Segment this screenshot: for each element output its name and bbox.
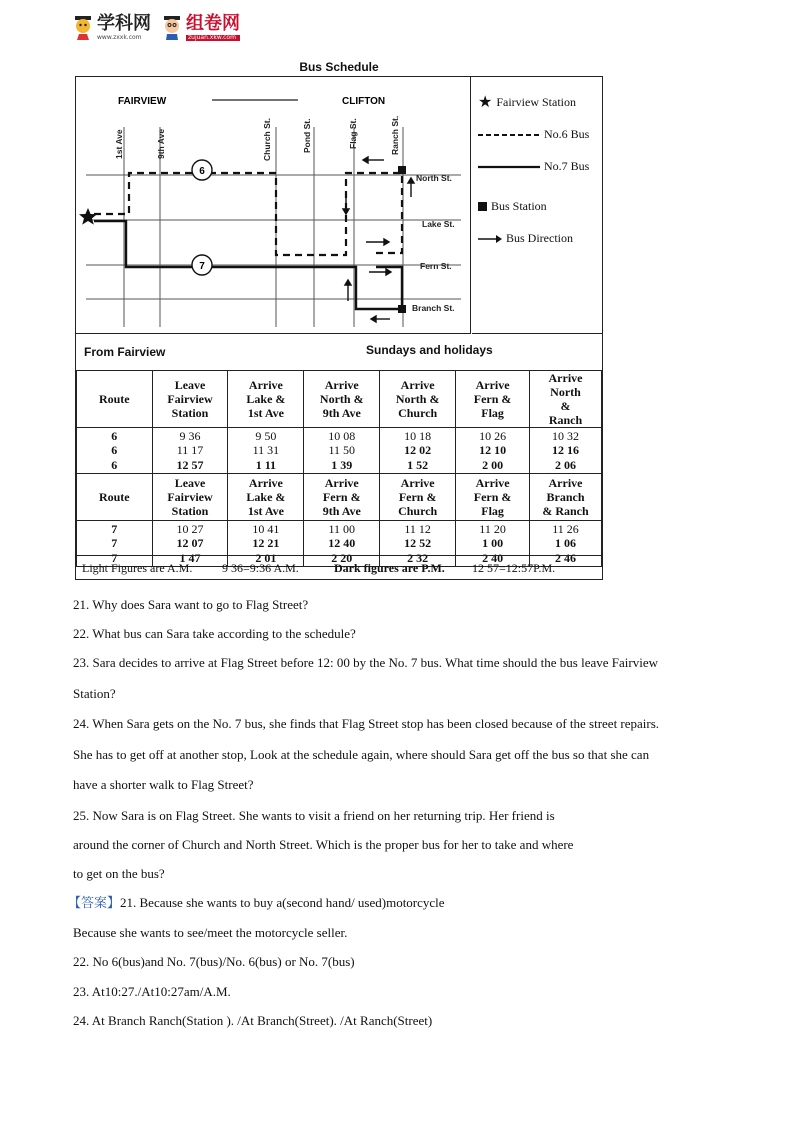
avenue-label: Pond St. xyxy=(302,118,312,153)
time-cell: 10 27 xyxy=(176,521,204,536)
route-marker-6 xyxy=(192,160,212,180)
answer-21 xyxy=(68,895,445,911)
time-cell: 2 20 xyxy=(331,550,353,565)
route-marker-7 xyxy=(192,255,212,275)
time-cell: 2 40 xyxy=(482,550,504,565)
street-label: Branch St. xyxy=(412,303,455,313)
legend-station xyxy=(478,95,576,110)
time-cell: 10 08 xyxy=(328,428,356,443)
direction-arrow-icon xyxy=(369,269,391,275)
time-cell: 11 50 xyxy=(328,443,356,458)
avenue-label: 9th Ave xyxy=(156,128,166,159)
header-cell: Arrive Fern & Flag xyxy=(456,371,530,428)
legend-label: Bus Direction xyxy=(506,231,573,245)
time-cell: 11 26 xyxy=(552,521,579,536)
schedule-from: From Fairview xyxy=(84,345,166,359)
map-legend xyxy=(472,77,602,334)
footnote-dark: Dark figures are P.M. xyxy=(334,561,445,575)
time-cell: 1 39 xyxy=(331,457,353,472)
schedule-table xyxy=(76,370,602,567)
time-cell: 1 47 xyxy=(179,550,201,565)
answer-22: 22. No 6(bus)and No. 7(bus)/No. 6(bus) or No. 7(bus) xyxy=(73,954,355,969)
town-label: CLIFTON xyxy=(342,96,386,107)
answer-text: 21. Because she wants to buy a(second hand/ used)motorcycle xyxy=(120,895,445,910)
logo-name: 学科网 xyxy=(97,13,151,34)
dashed-line-icon xyxy=(478,132,540,138)
time-cell: 9 36 xyxy=(179,428,201,443)
time-cell: 10 41 xyxy=(252,521,280,536)
time-cell: 2 06 xyxy=(555,457,577,472)
time-cell: 10 32 xyxy=(552,428,580,443)
direction-arrow-icon xyxy=(345,280,351,301)
time-cell: 11 00 xyxy=(328,521,356,536)
table-header-row xyxy=(77,474,602,521)
header-cell: Arrive Branch & Ranch xyxy=(530,474,602,521)
footnote-example-am: 9 36=9:36 A.M. xyxy=(222,561,299,575)
time-cell: 12 21 xyxy=(252,536,280,551)
schedule-days: Sundays and holidays xyxy=(366,343,493,357)
header-cell: Arrive North & Ranch xyxy=(530,371,602,428)
header-cell: Leave Fairview Station xyxy=(152,371,228,428)
town-label: FAIRVIEW xyxy=(118,96,167,107)
time-cell: 1 06 xyxy=(555,536,577,551)
header-cell: Arrive Fern & 9th Ave xyxy=(304,474,380,521)
table-row xyxy=(77,428,602,474)
time-cell: 11 20 xyxy=(479,521,506,536)
legend-label: Bus Station xyxy=(491,199,547,213)
route-cell: 7 xyxy=(111,550,118,565)
time-cell: 11 12 xyxy=(404,521,431,536)
time-cell: 9 50 xyxy=(255,428,277,443)
route-6-path xyxy=(94,173,402,255)
schedule-header xyxy=(76,335,602,369)
answer-23: 23. At10:27./At10:27am/A.M. xyxy=(73,984,231,999)
solid-line-icon xyxy=(478,164,540,170)
route-cell: 6 xyxy=(111,457,118,472)
mascot-icon xyxy=(161,15,183,41)
route-cell: 7 xyxy=(111,521,118,536)
footnote-light: Light Figures are A.M. xyxy=(82,561,193,575)
answer-21b: Because she wants to see/meet the motorcycle seller. xyxy=(73,925,348,940)
bus-station-icon xyxy=(398,305,406,313)
question-24-cont: have a shorter walk to Flag Street? xyxy=(73,777,254,792)
answer-24: 24. At Branch Ranch(Station ). /At Branch(Street). /At Ranch(Street) xyxy=(73,1013,433,1028)
header-cell: Arrive Fern & Church xyxy=(380,474,456,521)
table-header-row xyxy=(77,371,602,428)
bus-schedule-figure xyxy=(75,58,603,580)
time-cell: 12 16 xyxy=(552,443,580,458)
header-cell: Arrive Fern & Flag xyxy=(456,474,530,521)
header-cell: Leave Fairview Station xyxy=(152,474,228,521)
question-24: 24. When Sara gets on the No. 7 bus, she finds that Flag Street stop has been closed because of the street repairs. xyxy=(73,716,660,731)
time-cell: 12 02 xyxy=(404,443,432,458)
time-cell: 2 01 xyxy=(255,550,277,565)
time-cell: 1 52 xyxy=(407,457,429,472)
legend-bus7 xyxy=(478,159,589,174)
question-23-cont: Station? xyxy=(73,686,116,701)
question-25: 25. Now Sara is on Flag Street. She wants to visit a friend on her returning trip. Her friend is xyxy=(73,808,555,823)
direction-arrow-icon xyxy=(363,157,384,163)
time-cell: 2 46 xyxy=(555,550,577,565)
square-icon xyxy=(478,202,487,211)
time-cell: 12 57 xyxy=(176,457,204,472)
legend-bus6 xyxy=(478,127,589,142)
zxxk-logo xyxy=(72,15,151,41)
direction-arrow-icon xyxy=(343,193,349,214)
header-cell: Arrive Lake & 1st Ave xyxy=(228,371,304,428)
header-route: Route xyxy=(77,371,153,428)
route-cell: 6 xyxy=(111,428,118,443)
arrow-right-icon xyxy=(478,235,502,243)
time-cell: 12 07 xyxy=(176,536,204,551)
logo-name: 组卷网 xyxy=(186,13,240,34)
header-cell: Arrive Lake & 1st Ave xyxy=(228,474,304,521)
header-cell: Arrive North & 9th Ave xyxy=(304,371,380,428)
question-22: 22. What bus can Sara take according to the schedule? xyxy=(73,626,356,641)
avenue-label: Church St. xyxy=(262,118,272,161)
time-cell: 12 52 xyxy=(404,536,432,551)
time-cell: 10 26 xyxy=(479,428,507,443)
legend-label: No.7 Bus xyxy=(544,159,590,173)
time-cell: 1 11 xyxy=(255,457,277,472)
bus-station-icon xyxy=(398,166,406,174)
footnote-example-pm: 12 57=12:57P.M. xyxy=(472,561,556,575)
time-cell: 11 17 xyxy=(176,443,204,458)
answer-tag: 【答案】 xyxy=(68,895,121,910)
avenue-label: 1st Ave xyxy=(114,129,124,159)
figure-frame xyxy=(75,76,603,580)
schedule-footnote xyxy=(76,555,602,578)
figure-title: Bus Schedule xyxy=(299,60,379,74)
header-cell: Arrive North & Church xyxy=(380,371,456,428)
street-label: Lake St. xyxy=(422,219,455,229)
time-cell: 2 32 xyxy=(407,550,429,565)
logo-url: zujuan.xkw.com xyxy=(186,35,240,41)
time-cell: 2 00 xyxy=(482,457,504,472)
legend-direction xyxy=(478,231,573,246)
question-21: 21. Why does Sara want to go to Flag Street? xyxy=(73,597,309,612)
avenue-label: Ranch St. xyxy=(390,115,400,155)
question-25-cont: around the corner of Church and North Street. Which is the proper bus for her to take and where xyxy=(73,837,574,852)
svg-text:7: 7 xyxy=(199,261,205,272)
question-23: 23. Sara decides to arrive at Flag Street before 12: 00 by the No. 7 bus. What time should the bus leave Fairview xyxy=(73,655,658,670)
time-cell: 11 31 xyxy=(252,443,280,458)
time-cell: 12 10 xyxy=(479,443,507,458)
mascot-icon xyxy=(72,15,94,41)
route-map xyxy=(76,77,471,334)
legend-label: Fairview Station xyxy=(496,95,577,109)
street-label: North St. xyxy=(416,173,452,183)
time-cell: 1 00 xyxy=(482,536,504,551)
svg-text:6: 6 xyxy=(199,166,205,177)
route-cell: 7 xyxy=(111,536,118,551)
direction-arrow-icon xyxy=(408,178,414,197)
zujuan-logo xyxy=(161,15,240,41)
legend-label: No.6 Bus xyxy=(544,127,590,141)
avenue-label: Flag St. xyxy=(348,118,358,149)
question-24-cont: She has to get off at another stop, Look at the schedule again, where should Sara get off the bus so that she can xyxy=(73,747,650,762)
time-cell: 12 40 xyxy=(328,536,356,551)
legend-bus-station xyxy=(478,199,547,214)
street-label: Fern St. xyxy=(420,261,452,271)
route-cell: 6 xyxy=(111,443,118,458)
header-route: Route xyxy=(77,474,153,521)
header-logos xyxy=(72,10,240,46)
star-icon: ★ xyxy=(478,93,493,111)
time-cell: 10 18 xyxy=(404,428,432,443)
question-25-cont: to get on the bus? xyxy=(73,866,165,881)
direction-arrow-icon xyxy=(371,316,390,322)
logo-url: www.zxxk.com xyxy=(97,34,142,41)
direction-arrow-icon xyxy=(366,239,389,245)
